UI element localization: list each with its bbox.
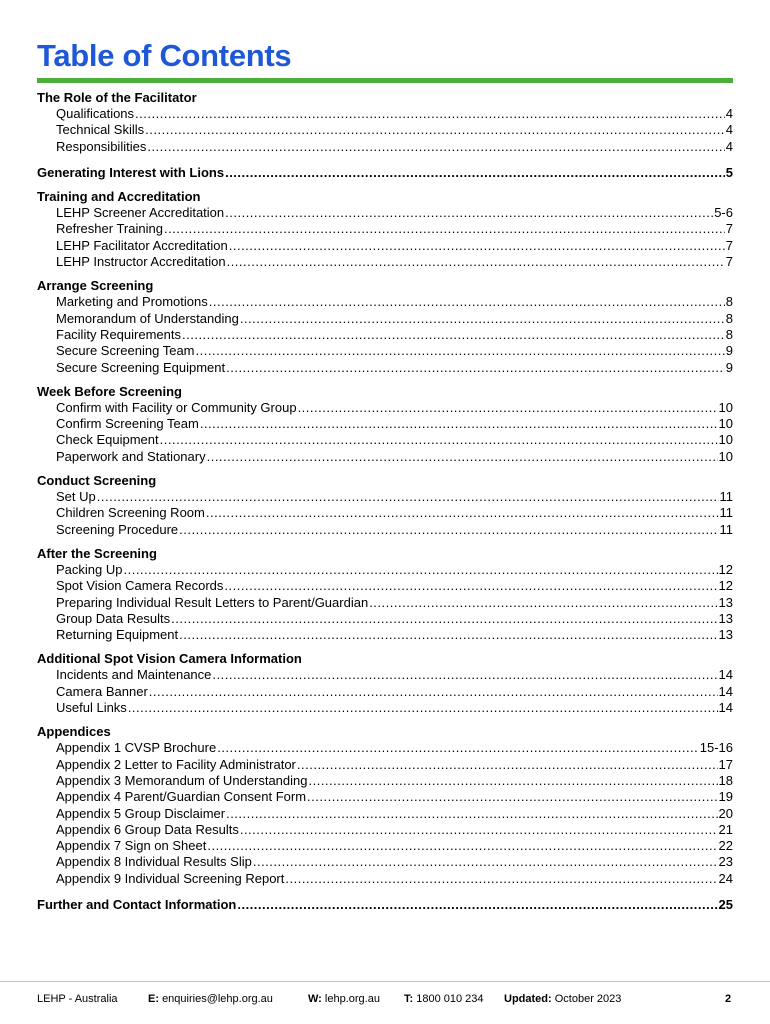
toc-entry-label: Appendix 7 Sign on Sheet [56,838,207,854]
toc-entry[interactable] [37,327,733,343]
dot-leader [237,897,717,913]
toc-entry[interactable] [37,360,733,376]
toc-entry-label: Memorandum of Understanding [56,310,239,326]
toc-entry[interactable] [37,757,733,773]
table-of-contents [37,90,733,913]
toc-page-number: 13 [718,627,733,643]
toc-entry[interactable] [37,221,733,237]
toc-page-number: 9 [725,343,733,359]
dot-leader [285,871,717,887]
toc-heading: Week Before Screening [37,383,182,399]
dot-leader [128,700,718,716]
dot-leader [224,578,717,594]
toc-page-number: 11 [719,489,733,505]
dot-leader [227,254,725,270]
dot-leader [179,627,717,643]
toc-entry-label: Appendix 1 CVSP Brochure [56,740,217,756]
toc-page-number: 22 [718,838,733,854]
dot-leader [226,806,717,822]
dot-leader [207,449,718,465]
title-underline [37,78,733,83]
dot-leader [253,854,718,870]
toc-section [37,724,733,887]
toc-heading: Appendices [37,724,111,740]
toc-entry[interactable] [37,871,733,887]
footer-email[interactable]: E: enquiries@lehp.org.au [148,993,273,1005]
toc-entry[interactable] [37,505,733,521]
toc-entry[interactable] [37,449,733,465]
toc-entry-label: LEHP Facilitator Accreditation [56,237,228,253]
toc-entry-label: Appendix 5 Group Disclaimer [56,805,226,821]
toc-entry-label: Camera Banner [56,683,148,699]
toc-page-number: 4 [725,122,733,138]
toc-page-number: 13 [718,610,733,626]
toc-entry[interactable] [37,806,733,822]
toc-page-number: 12 [718,578,733,594]
toc-heading: After the Screening [37,545,157,561]
dot-leader [369,595,717,611]
dot-leader [182,327,725,343]
toc-entry-label: Children Screening Room [56,505,205,521]
toc-entry[interactable] [37,122,733,138]
toc-entry[interactable] [37,562,733,578]
toc-entry-label: Technical Skills [56,122,145,138]
toc-page-number: 10 [718,448,733,464]
page-title: Table of Contents [37,38,292,73]
toc-heading: Conduct Screening [37,473,157,489]
toc-entry[interactable] [37,595,733,611]
dot-leader [171,611,717,627]
toc-page-number: 24 [718,870,733,886]
toc-entry[interactable] [37,106,733,122]
toc-entry-label: Secure Screening Team [56,343,195,359]
toc-entry[interactable] [37,838,733,854]
toc-page-number: 12 [718,561,733,577]
toc-section [37,897,733,913]
toc-entry[interactable] [37,416,733,432]
toc-page-number: 18 [718,772,733,788]
toc-page-number: 7 [725,237,733,253]
toc-section [37,278,733,375]
toc-entry[interactable] [37,578,733,594]
toc-page-number: 21 [718,821,733,837]
toc-page-number: 10 [718,432,733,448]
footer-updated: Updated: October 2023 [504,993,622,1005]
dot-leader [229,238,725,254]
dot-leader [308,773,717,789]
toc-entry[interactable] [37,238,733,254]
toc-page-number: 5 [725,164,733,180]
toc-page-number: 11 [719,505,733,521]
toc-page-number: 10 [718,416,733,432]
toc-entry-label: Group Data Results [56,610,171,626]
toc-entry-label: Appendix 6 Group Data Results [56,821,239,837]
dot-leader [135,106,725,122]
toc-entry-label: Returning Equipment [56,627,179,643]
toc-entry-label: LEHP Screener Accreditation [56,205,225,221]
toc-page-number: 4 [725,106,733,121]
toc-page-number: 13 [718,594,733,610]
toc-entry-label: Appendix 2 Letter to Facility Administrator [56,756,296,772]
footer-phone: T: 1800 010 234 [404,993,484,1005]
toc-entry[interactable] [37,773,733,789]
toc-page-number: 14 [718,667,733,683]
toc-entry[interactable] [37,611,733,627]
toc-entry-label: Screening Procedure [56,521,179,537]
dot-leader [123,562,717,578]
dot-leader [217,740,699,756]
toc-heading-entry[interactable] [37,165,733,181]
toc-section [37,165,733,181]
toc-entry[interactable] [37,789,733,805]
toc-heading: Additional Spot Vision Camera Information [37,651,302,667]
toc-entry[interactable] [37,684,733,700]
toc-entry[interactable] [37,294,733,310]
toc-heading: Further and Contact Information [37,896,237,912]
dot-leader [209,294,725,310]
toc-section [37,384,733,465]
toc-page-number: 20 [718,805,733,821]
toc-page-number: 17 [718,756,733,772]
dot-leader [206,505,719,521]
page-number: 2 [725,993,732,1005]
toc-entry-label: Useful Links [56,700,127,716]
dot-leader [147,139,724,155]
footer-org: LEHP - Australia [37,993,118,1005]
footer-divider [0,981,770,982]
toc-entry-label: Preparing Individual Result Letters to Parent/Guardian [56,594,369,610]
dot-leader [97,489,719,505]
toc-entry-label: Facility Requirements [56,326,181,342]
toc-entry-label: Check Equipment [56,432,159,448]
dot-leader [200,416,718,432]
toc-page-number: 5-6 [714,205,733,221]
toc-page-number: 15-16 [699,740,733,756]
dot-leader [226,360,725,376]
toc-entry-label: Appendix 8 Individual Results Slip [56,854,252,870]
toc-entry[interactable] [37,205,733,221]
toc-page-number: 9 [725,359,733,375]
toc-entry[interactable] [37,854,733,870]
toc-section [37,90,733,155]
toc-entry[interactable] [37,254,733,270]
toc-entry-label: Packing Up [56,561,123,577]
toc-entry-label: Appendix 3 Memorandum of Understanding [56,772,308,788]
toc-entry[interactable] [37,400,733,416]
toc-section [37,473,733,538]
toc-section [37,651,733,716]
dot-leader [207,838,717,854]
toc-heading: Training and Accreditation [37,189,201,205]
toc-page-number: 14 [718,683,733,699]
toc-entry[interactable] [37,667,733,683]
toc-page-number: 19 [718,789,733,805]
toc-section [37,189,733,270]
dot-leader [240,311,725,327]
toc-entry-label: Secure Screening Equipment [56,359,226,375]
toc-entry[interactable] [37,311,733,327]
toc-page-number: 8 [725,310,733,326]
toc-entry-label: Incidents and Maintenance [56,667,212,683]
toc-entry-label: Confirm with Facility or Community Group [56,399,297,415]
toc-entry[interactable] [37,139,733,155]
toc-entry-label: Confirm Screening Team [56,416,199,432]
toc-page-number: 8 [725,326,733,342]
toc-page-number: 25 [718,896,733,912]
toc-page-number: 7 [725,221,733,237]
toc-page-number: 10 [718,399,733,415]
dot-leader [225,205,713,221]
toc-entry-label: Spot Vision Camera Records [56,578,224,594]
dot-leader [297,757,718,773]
dot-leader [212,667,717,683]
toc-entry-label: Appendix 4 Parent/Guardian Consent Form [56,789,307,805]
toc-section [37,546,733,643]
toc-entry[interactable] [37,822,733,838]
toc-entry-label: Appendix 9 Individual Screening Report [56,870,285,886]
toc-entry[interactable] [37,489,733,505]
toc-entry[interactable] [37,740,733,756]
toc-entry-label: Qualifications [56,106,135,121]
toc-page-number: 4 [725,138,733,154]
toc-entry-label: Paperwork and Stationary [56,448,206,464]
toc-entry[interactable] [37,522,733,538]
toc-page-number: 23 [718,854,733,870]
toc-heading: Arrange Screening [37,278,154,294]
toc-entry-label: LEHP Instructor Accreditation [56,254,226,270]
dot-leader [149,684,718,700]
toc-heading: The Role of the Facilitator [37,90,197,105]
footer-website[interactable]: W: lehp.org.au [308,993,380,1005]
dot-leader [179,522,718,538]
dot-leader [225,165,725,181]
dot-leader [240,822,718,838]
toc-page-number: 11 [719,521,733,537]
toc-entry-label: Refresher Training [56,221,163,237]
toc-page-number: 8 [725,294,733,310]
toc-entry[interactable] [37,432,733,448]
dot-leader [164,221,725,237]
dot-leader [160,432,718,448]
toc-heading-entry[interactable] [37,897,733,913]
toc-page-number: 7 [725,254,733,270]
dot-leader [196,343,725,359]
toc-entry-label: Set Up [56,489,96,505]
toc-entry-label: Responsibilities [56,138,147,154]
toc-entry[interactable] [37,627,733,643]
dot-leader [298,400,718,416]
toc-entry[interactable] [37,343,733,359]
dot-leader [145,122,725,138]
dot-leader [307,789,718,805]
toc-entry[interactable] [37,700,733,716]
toc-entry-label: Marketing and Promotions [56,294,208,310]
toc-heading: Generating Interest with Lions [37,164,225,180]
toc-page-number: 14 [718,700,733,716]
